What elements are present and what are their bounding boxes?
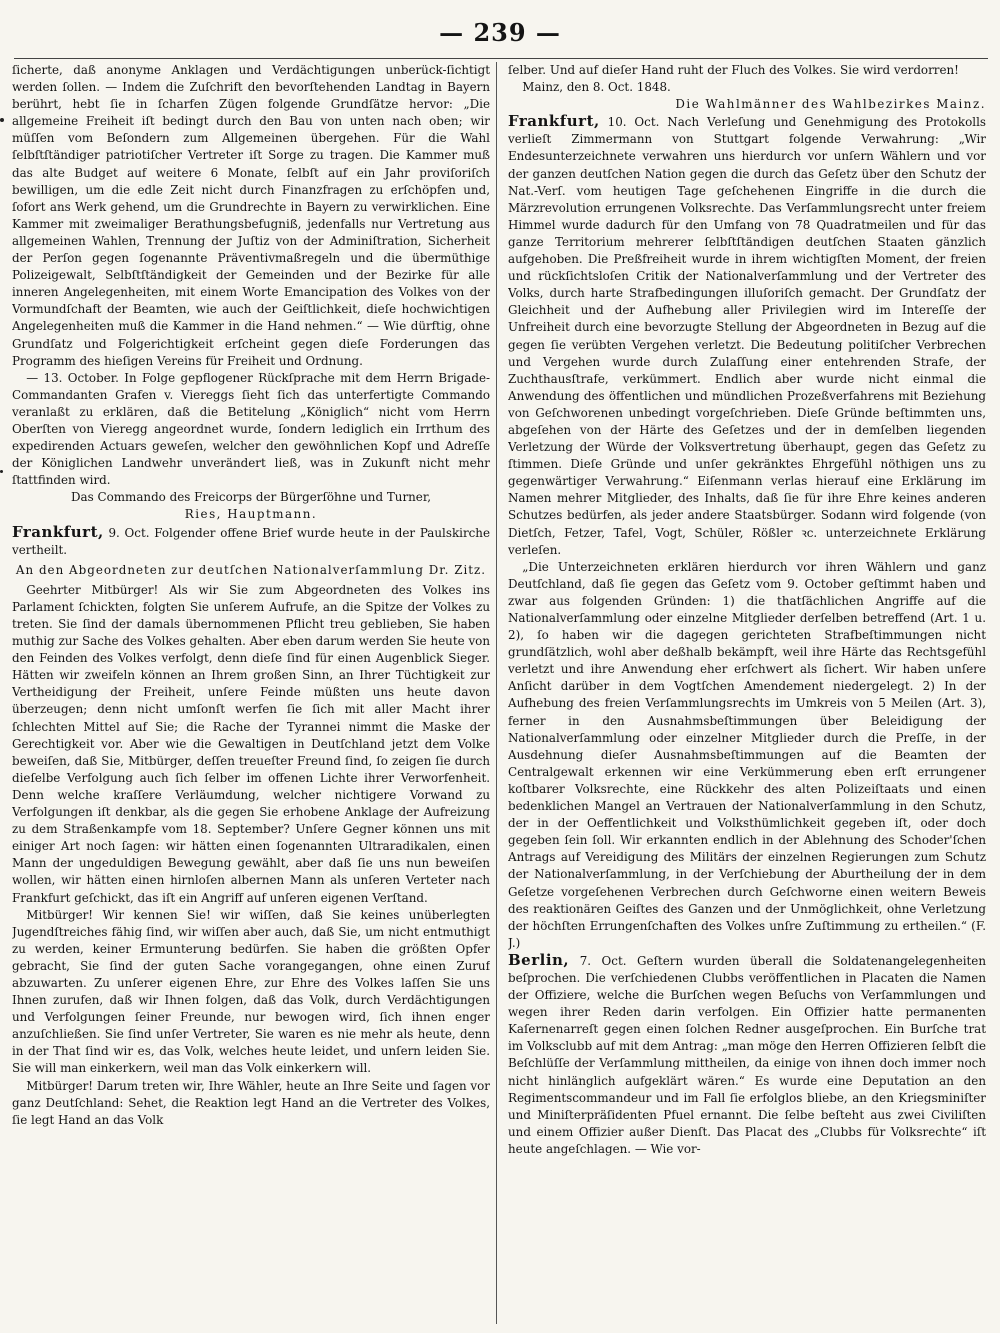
article-berlin-7-oct [508, 952, 986, 1158]
letter-title: An den Abgeordneten zur deutſchen Nationalverſammlung Dr. Zitz. [15, 562, 487, 577]
scan-mark [0, 470, 3, 473]
article-paragraph: Mitbürger! Wir kennen Sie! wir wiſſen, daß Sie keines unüberlegten Jugendſtreiches fähig ſind, wir wiſſen aber auch, daß Sie, um nicht entmuthigt zu werden, keiner Ermunterung bedürfen. Sie haben die größten Opfer gebracht, Sie ſind der guten Sache vorangegangen, ohne einen Zuruf abzuwarten. Zu unſerer eigenen Ehre, zur Ehre des Volkes laſſen Sie uns Ihnen zurufen, daß wir Ihnen folgen, daß das Volk, durch Verdächtigungen und Verfolgungen ſeiner Freunde, nur bewogen wird, ſich ihnen enger anzuſchließen. Sie ſind unſer Vertreter, Sie waren es nie mehr als heute, denn in der That ſind wir es, das Volk, welches heute leidet, und unſern leiden Sie. Sie will man einkerkern, weil man das Volk einkerkern will. [12, 907, 490, 1076]
article-paragraph: „Die Unterzeichneten erklären hierdurch vor ihren Wählern und ganz Deutſchland, daß ſie gegen das Geſetz vom 9. October geſtimmt haben und zwar aus folgenden Gründen: 1) die thatſächlichen Angriffe auf die Nationalverſammlung oder einzelne Mitglieder derſelben betreffend (Art. 1 u. 2), ſo haben wir die dagegen gerichteten Strafbeſtimmungen nicht grundſätzlich, wohl aber deßhalb bekämpft, weil ihre Härte das Rechtsgefühl verletzt und ihre Anwendung eher erſchwert als ſichert. Wir haben unſere Anſicht darüber in dem Vogtſchen Amendement niedergelegt. 2) In der Aufhebung des freien Verſammlungsrechts im Umkreis von 5 Meilen (Art. 3), ferner in den Ausnahmsbeſtimmungen über Beleidigung der Nationalverſammlung oder einzelner Mitglieder durch die Preſſe, in der Ausdehnung dieſer Ausnahmsbeſtimmungen auf die Beamten der Centralgewalt erkennen wir eine Verkümmerung eben erſt errungener koſtbarer Volksrechte, eine Rückkehr des alten Polizeiſtaats und einen bedenklichen Mangel an Vertrauen der Nationalverſammlung in den Schutz, der in der Oeffentlichkeit und Volksthümlichkeit gegeben iſt, oder doch gegeben ſein ſoll. Wir erkannten endlich in der Ablehnung des Schoder'ſchen Antrags auf Vereidigung des Militärs der einzelnen Regierungen zum Schutz der Nationalverſammlung, in der Verſchiebung der Aburtheilung der in dem Geſetze vorgeſehenen Verbrechen durch Geſchworne einen weitern Beweis des reaktionären Geiſtes des Ganzen und der Unmöglichkeit, ohne Verletzung der höchſten Errungenſchaften des Volkes unſre Zuſtimmung zu ertheilen.“ (F. J.) [508, 559, 986, 950]
article-paragraph: Mitbürger! Darum treten wir, Ihre Wähler, heute an Ihre Seite und ſagen vor ganz Deutſchland: Sehet, die Reaktion legt Hand an die Vertreter des Volkes, ſie legt Hand an das Volk [12, 1078, 490, 1127]
article-text: 7. Oct. Geſtern wurden überall die Soldatenangelegenheiten beſprochen. Die verſchiedenen Clubbs veröffentlichen in Placaten die Namen der Offiziere, welche die Burſchen wegen Beſuchs von Verſammlungen und wegen ihrer Reden darin verfolgen. Ein Offizier hatte permanenten Kaſernenarreſt gegen einen ſolchen Redner ausgeſprochen. Ein Burſche trat im Volksclubb auf mit dem Antrag: „man möge den Herren Offizieren ſelbſt die Beſchlüſſe der Verſammlung mittheilen, da einige von ihnen doch immer noch nicht hinlänglich aufgeklärt wären.“ Es wurde eine Deputation an den Regimentscommandeur und im Fall ſie erfolglos bliebe, an den Kriegsminiſter und Miniſterpräſidenten Pfuel ernannt. Die ſelbe beſteht aus zwei Civiliſten und einem Offizier außer Dienſt. Das Placat des „Clubbs für Volksrechte“ iſt heute angeſchlagen. — Wie vor- [508, 953, 986, 1156]
article-paragraph: Geehrter Mitbürger! Als wir Sie zum Abgeordneten des Volkes ins Parlament ſchickten, folgten Sie unſerem Aufrufe, an die Spitze der Volkes zu treten. Sie ſind der damals übernommenen Pflicht treu geblieben, Sie haben muthig zur Sache des Volkes gehalten. Aber eben darum werden Sie heute von den Feinden des Volkes verfolgt, denn dieſe ſind für einen Augenblick Sieger. Hätten wir zweifeln können an Ihrem großen Sinn, an Ihrer Tüchtigkeit zur Vertheidigung der Freiheit, unſere Feinde müßten uns heute davon überzeugen; denn nicht umſonſt werfen ſie ſich mit aller Macht ihrer ſchlechten Mittel auf Sie; die Rache der Tyrannei nimmt die Maske der Gerechtigkeit vor. Aber wie die Gewaltigen in Deutſchland jetzt dem Volke beweiſen, daß Sie, Mitbürger, deſſen treueſter Freund ſind, ſo zeigen ſie durch dieſelbe Verfolgung auch ſich ſelber im offenen Lichte ihrer Verworfenheit. Denn welche kraſſere Verläumdung, welcher nichtigere Vorwand zu Verfolgungen iſt denkbar, als die gegen Sie erhobene Anklage der Aufreizung zu dem Straßenkampfe vom 18. September? Unſere Gegner können uns mit einiger Art noch ſagen: wir hätten einen ſogenannten Ultraradikalen, einen Mann der ungeduldigen Bewegung gewählt, aber daß ſie uns nun beweiſen wollen, wir hätten einen hirnloſen albernen Mann als unſeren Verteter nach Frankfurt geſchickt, das iſt ein Angriff auf unſeren eigenen Verſtand. [12, 582, 490, 905]
article-text: 9. Oct. Folgender offene Brief wurde heute in der Paulskirche vertheilt. [12, 525, 490, 557]
article-frankfurt-10-oct [508, 113, 986, 558]
article-paragraph: ſelber. Und auf dieſer Hand ruht der Fluch des Volkes. Sie wird verdorren! [508, 63, 959, 77]
left-column [12, 62, 490, 1324]
signature-line: Die Wahlmänner des Wahlbezirkes Mainz. [675, 97, 986, 112]
article-text: 10. Oct. Nach Verleſung und Genehmigung des Protokolls verlieſt Zimmermann von Stuttgart folgende Verwahrung: „Wir Endesunterzeichnete verwahren uns hierdurch vor unſern Wählern und vor der ganzen deutſchen Nation gegen die durch das Geſetz über den Schutz der Nat.-Verſ. vom heutigen Tage geſchehenen Eingriffe in die durch die Märzrevolution errungenen Volksrechte. Das Verſammlungsrecht unter freiem Himmel wurde dadurch für den Umfang von 78 Quadratmeilen und für das ganze Territorium mehrerer ſelbſtſtändigen deutſchen Staaten gänzlich aufgehoben. Die Preßfreiheit wurde in ihrem wichtigſten Moment, der freien und rückſichtsloſen Critik der Nationalverſammlung und der Vertreter des Volks, durch harte Strafbedingungen illuſoriſch gemacht. Der Grundſatz der Gleichheit und der Aufhebung aller Privilegien wird im Intereſſe der Unfreiheit durch eine bevorzugte Stellung der Abgeordneten in Bezug auf die gegen ſie verübten Vergehen verletzt. Die Bedeutung politiſcher Verbrechen und Vergehen wurde durch Zulaſſung einer entehrenden Strafe, der Zuchthausſtrafe, verkümmert. Endlich aber wurde nicht einmal die Anwendung des öffentlichen und mündlichen Prozeßverfahrens mit Beziehung von Geſchworenen unbedingt vorgeſchrieben. Dieſe Gründe beſtimmten uns, abgeſehen von der Härte des Geſetzes und der in demſelben liegenden Verletzung der Würde der Volksvertretung überhaupt, gegen das Geſetz zu ſtimmen. Dieſe Gründe und unſer gekränktes Ehrgefühl nöthigen uns zu gegenwärtiger Verwahrung.“ Eiſenmann verlas hierauf eine Erklärung im Namen mehrer Mitglieder, des Inhalts, daß ſie für ihre Ehre keines anderen Schutzes bedürfen, als jeder andere Staatsbürger. Sodann wird folgende (von Dietſch, Fetzer, Tafel, Vogt, Schüler, Rößler ꝛc. unterzeichnete Erklärung verleſen. [508, 115, 986, 557]
signature-name: Ries, Hauptmann. [184, 507, 318, 522]
scan-mark [0, 118, 4, 122]
dateline: Frankfurt, [508, 112, 600, 131]
dateline-place: Mainz, den 8. Oct. 1848. [522, 80, 671, 95]
article-paragraph: — 13. October. In Folge gepflogener Rückſprache mit dem Herrn Brigade-Commandanten Grafen v. Viereggs ſieht ſich das unterfertigte Commando veranlaßt zu erklären, daß die Betitelung „Königlich“ nicht vom Herrn Oberſten von Vieregg angeordnet wurde, ſondern lediglich ein Irrthum des expedirenden Actuars geweſen, welcher den gewöhnlichen Kopf und Adreſſe der Königlichen Landwehr unverändert ließ, was in Zukunft nicht mehr ſtattfinden wird. [12, 370, 490, 488]
right-column [508, 62, 986, 1324]
dateline: Berlin, [508, 950, 570, 969]
header-rule [14, 58, 988, 59]
article-frankfurt-9-oct [12, 524, 490, 559]
article-paragraph: ſicherte, daß anonyme Anklagen und Verdächtigungen unberück-ſichtigt werden ſollen. — Indem die Zuſchrift den bevorſtehenden Landtag in Bayern berührt, hebt ſie in ſcharfen Zügen folgende Grundſätze hervor: „Die allgemeine Freiheit iſt bedingt durch den Bau von unten nach oben; wir müſſen vom Beſondern zum Allgemeinen übergehen. Für die Wahl ſelbſtſtändiger patriotiſcher Vertreter iſt Sorge zu tragen. Die Kammer muß das alte Budget auf weitere 6 Monate, ſelbſt auf ein Jahr proviſoriſch bewilligen, um die edle Zeit nicht durch Finanzfragen zu erſchöpfen und, ſofort ans Werk gehend, um die Grundrechte in Bayern zu verwirklichen. Eine Kammer mit zweimaliger Berathungsbefugniß, jedenfalls nur Vertretung aus allgemeinen Wahlen, Trennung der Juſtiz von der Adminiſtration, Sicherheit der Perſon gegen ſogenannte Präventivmaßregeln und die übermüthige Polizeigewalt, Selbſtſtändigkeit der Gemeinden und der Bezirke für alle inneren Angelegenheiten, mit einem Worte Emancipation des Volkes von der Vormundſchaft der Beamten, wie auch der Geiſtlichkeit, dieſe hochwichtigen Angelegenheiten muß die Kammer in die Hand nehmen.“ — Wie dürftig, ohne Grundſatz und Folgerichtigkeit erſcheint gegen dieſe Forderungen das Programm des hieſigen Vereins für Freiheit und Ordnung. [12, 63, 490, 368]
page-number: — 239 — [439, 18, 561, 47]
column-divider [496, 62, 497, 1324]
dateline: Frankfurt, [12, 522, 104, 541]
signature-line: Das Commando des Freicorps der Bürgerſöhne und Turner, [71, 490, 431, 505]
